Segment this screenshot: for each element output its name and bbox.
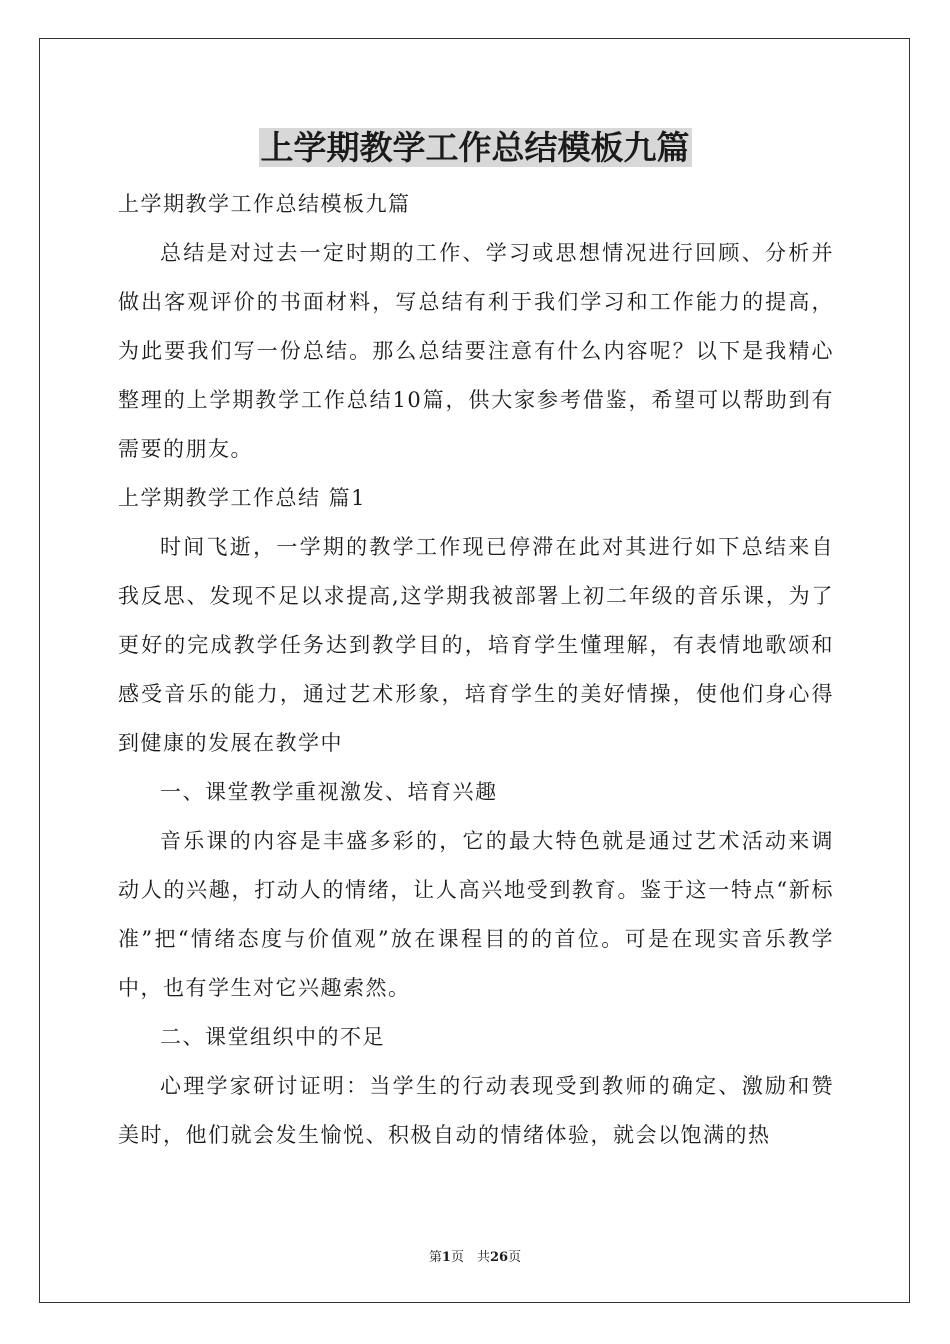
body-paragraph: 音乐课的内容是丰盛多彩的，它的最大特色就是通过艺术活动来调动人的兴趣，打动人的情绪，让人高兴地受到教育。鉴于这一特点“新标准”把“情绪态度与价值观”放在课程目的的首位。可是在现实音乐教学中，也有学生对它兴趣索然。 [118, 829, 834, 1000]
body-paragraph: 心理学家研讨证明：当学生的行动表现受到教师的确定、激励和赞美时，他们就会发生愉悦、积极自动的情绪体验，就会以饱满的热 [118, 1074, 834, 1147]
footer-total-pages: 26 [489, 1250, 509, 1265]
document-title-text: 上学期教学工作总结模板九篇 [260, 128, 690, 167]
footer-mid: 页 共 [450, 1250, 490, 1265]
footer-prefix: 第 [428, 1250, 442, 1265]
footer-current-page: 1 [441, 1250, 451, 1265]
document-body [118, 180, 834, 1160]
body-paragraph: 时间飞逝，一学期的教学工作现已停滞在此对其进行如下总结来自我反思、发现不足以求提高,这学期我被部署上初二年级的音乐课，为了更好的完成教学任务达到教学目的，培育学生懂理解，有表情地歌颂和感受音乐的能力，通过艺术形象，培育学生的美好情操，使他们身心得到健康的发展在教学中 [118, 535, 834, 755]
subtitle-line: 上学期教学工作总结模板九篇 [118, 192, 411, 216]
subheading: 一、课堂教学重视激发、培育兴趣 [160, 780, 498, 804]
intro-paragraph: 总结是对过去一定时期的工作、学习或思想情况进行回顾、分析并做出客观评价的书面材料，写总结有利于我们学习和工作能力的提高，为此要我们写一份总结。那么总结要注意有什么内容呢？以下是我精心整理的上学期教学工作总结10篇，供大家参考借鉴，希望可以帮助到有需要的朋友。 [118, 241, 834, 461]
section-heading: 上学期教学工作总结 篇1 [118, 486, 367, 510]
page-footer [0, 1246, 950, 1265]
subheading: 二、课堂组织中的不足 [160, 1025, 385, 1049]
document-title [0, 128, 950, 168]
footer-suffix: 页 [508, 1250, 522, 1265]
